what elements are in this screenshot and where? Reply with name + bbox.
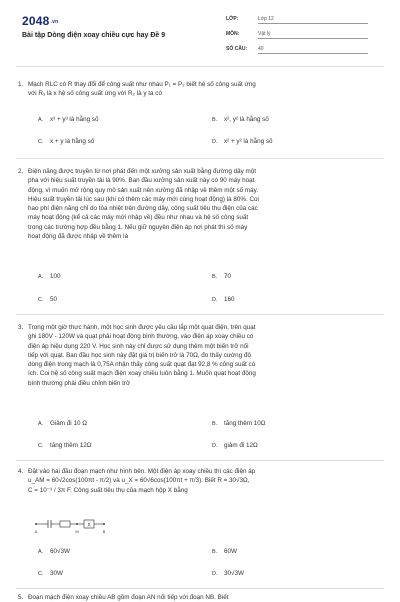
- question-line: với R₁ là x hệ số công suất ứng với R₂ là y ta có: [28, 90, 162, 98]
- question-1: [18, 80, 380, 99]
- option-label: A.: [38, 117, 44, 123]
- option-text: tăng thêm 10Ω: [224, 420, 266, 427]
- divider: [16, 314, 384, 315]
- question-line: pha với hiệu suất truyền tải là 90%. Ban đầu xưởng sản xuất này có 90 máy hoạt: [28, 177, 255, 185]
- question-line: hoạt động đã được nhập về thêm là: [28, 233, 129, 241]
- question-number: 5.: [18, 594, 24, 601]
- site-logo[interactable]: [22, 14, 58, 28]
- option-text: Giảm đi 10 Ω: [50, 420, 87, 427]
- option-label: B.: [212, 549, 218, 555]
- question-line: u_AM = 60√2cos(100πt - π/2) và u_X = 60√6cos(100πt + π/3). Biết R = 30√3Ω,: [28, 477, 250, 485]
- option-label: B.: [212, 117, 218, 123]
- option-a[interactable]: [38, 273, 61, 280]
- question-text: [28, 593, 380, 602]
- question-line: máy hoạt động (kể cả các máy mới nhập về) đều như nhau và hệ số công suất: [28, 214, 249, 222]
- option-text: tăng thêm 12Ω: [50, 442, 92, 449]
- meta-subject-key: MÔN:: [226, 31, 240, 37]
- question-3: [18, 323, 380, 388]
- meta-subject-value: Vật lý: [258, 31, 368, 39]
- option-d[interactable]: [212, 296, 235, 303]
- question-line: dòng điện trong mạch là 0,75A nhận thấy công suất quạt đạt 92,8 % công suất có: [28, 361, 256, 369]
- option-d[interactable]: [212, 138, 272, 145]
- option-label: A.: [38, 274, 44, 280]
- option-label: B.: [212, 274, 218, 280]
- label-b: B: [102, 529, 106, 534]
- option-b[interactable]: [212, 273, 231, 280]
- option-text: 60W: [224, 548, 237, 555]
- document-title: Bài tập Dòng điện xoay chiều cực hay Đề 9: [22, 32, 166, 39]
- option-a[interactable]: [38, 116, 98, 123]
- option-label: C.: [38, 571, 44, 577]
- question-line: Đặt vào hai đầu đoạn mạch như hình bên. Một điện áp xoay chiều thì các điện áp: [28, 468, 256, 475]
- option-text: 160: [224, 296, 235, 303]
- divider: [16, 460, 384, 461]
- option-text: x + y là hằng số: [50, 138, 95, 145]
- question-line: Đoạn mạch điện xoay chiều AB gồm đoạn AN nối tiếp với đoạn NB. Biết: [28, 594, 229, 601]
- question-5: [18, 593, 380, 602]
- meta-count: [226, 46, 368, 54]
- divider: [16, 158, 384, 159]
- question-line: trong các trường hợp đều bằng 1. Nếu giữ nguyên điện áp nơi phát thì số máy: [28, 223, 248, 231]
- option-text: x² + y² là hằng số: [224, 138, 273, 145]
- meta-subject: [226, 31, 368, 39]
- node-m: [76, 523, 78, 525]
- option-b[interactable]: [212, 420, 265, 427]
- logo-text: 2048: [22, 14, 50, 28]
- node-b: [103, 523, 105, 525]
- logo-suffix: .vn: [50, 18, 59, 25]
- option-c[interactable]: [38, 138, 94, 145]
- option-a[interactable]: [38, 548, 70, 555]
- option-b[interactable]: [212, 116, 269, 123]
- question-line: hao phí điện năng chỉ do tỏa nhiệt trên đường dây, công suất tiêu thụ điện của các: [28, 205, 258, 213]
- question-line: Trong một giờ thực hành, một học sinh được yêu cầu lắp một quạt điện, trên quạt: [28, 324, 256, 331]
- option-c[interactable]: [38, 296, 57, 303]
- question-number: 2.: [18, 168, 24, 175]
- meta-class-value: Lớp 12: [258, 16, 368, 24]
- resistor: [60, 521, 70, 527]
- option-label: A.: [38, 421, 44, 427]
- option-text: x², y² là hằng số: [224, 116, 269, 123]
- option-label: D.: [212, 571, 218, 577]
- meta-class: [226, 16, 368, 24]
- option-c[interactable]: [38, 570, 63, 577]
- question-line: Hiệu suất truyền tải lúc sau (khi có thêm các máy mới cùng hoạt động) là 80%. Coi: [28, 195, 259, 203]
- option-label: B.: [212, 421, 218, 427]
- option-text: 30√3W: [224, 570, 244, 577]
- question-line: tiếp với quạt. Ban đầu học sinh này đặt giá trị biến trở là 70Ω, đo thấy cường độ: [28, 351, 251, 359]
- question-line: điện áp hiệu dụng 220 V. Học sinh này chỉ được sử dụng thêm một biến trở nối: [28, 342, 249, 350]
- question-4: [18, 467, 380, 495]
- question-number: 1.: [18, 81, 24, 88]
- question-line: C = 10⁻³ / 3π F. Công suất tiêu thụ của mạch hộp X bằng: [28, 486, 188, 494]
- divider: [16, 588, 384, 589]
- option-label: D.: [212, 139, 218, 145]
- option-text: giảm đi 12Ω: [224, 442, 258, 449]
- option-text: 70: [224, 273, 232, 280]
- meta-class-key: LỚP:: [226, 16, 239, 22]
- label-m: M: [75, 529, 79, 534]
- divider: [16, 66, 384, 67]
- circuit-diagram: [34, 516, 114, 534]
- option-text: x³ + y³ là hằng số: [50, 116, 99, 123]
- label-a: A: [34, 529, 38, 534]
- meta-count-key: SỐ CÂU:: [226, 46, 248, 52]
- question-text: [28, 167, 380, 241]
- meta-count-value: 40: [258, 46, 368, 54]
- question-number: 3.: [18, 324, 24, 331]
- question-line: động, vì muốn mở rộng quy mô sản xuất nên xưởng đã nhập về thêm một số máy.: [28, 186, 259, 194]
- box-x-label: X: [87, 522, 91, 529]
- option-label: C.: [38, 139, 44, 145]
- option-text: 100: [50, 273, 61, 280]
- option-text: 30W: [50, 570, 63, 577]
- option-c[interactable]: [38, 442, 91, 449]
- option-label: A.: [38, 549, 44, 555]
- question-line: Điện năng được truyền từ nơi phát đến một xưởng sản xuất bằng đường dây một: [28, 168, 257, 175]
- option-label: D.: [212, 297, 218, 303]
- question-line: ích. Coi hệ số công suất mạch điện xoay chiều luôn bằng 1. Muốn quạt hoạt động: [28, 370, 256, 378]
- option-a[interactable]: [38, 420, 87, 427]
- option-label: D.: [212, 443, 218, 449]
- question-number: 4.: [18, 468, 24, 475]
- node-a: [35, 523, 37, 525]
- option-text: 50: [50, 296, 58, 303]
- option-label: C.: [38, 443, 44, 449]
- question-line: Mạch RLC có R thay đổi để công suất như nhau P₁ = P₂ biết hệ số công suất ứng: [28, 81, 256, 88]
- option-d[interactable]: [212, 570, 244, 577]
- option-text: 60√3W: [50, 548, 70, 555]
- option-label: C.: [38, 297, 44, 303]
- question-line: bình thường phải điều chỉnh biến trở: [28, 379, 131, 387]
- question-2: [18, 167, 380, 241]
- question-text: [28, 467, 380, 495]
- document-header: [0, 0, 400, 58]
- option-d[interactable]: [212, 442, 258, 449]
- question-line: ghi 180V - 120W và quạt phải hoạt động bình thường, vào điện áp xoay chiều có: [28, 333, 254, 341]
- question-text: [28, 80, 380, 99]
- option-b[interactable]: [212, 548, 237, 555]
- question-text: [28, 323, 380, 388]
